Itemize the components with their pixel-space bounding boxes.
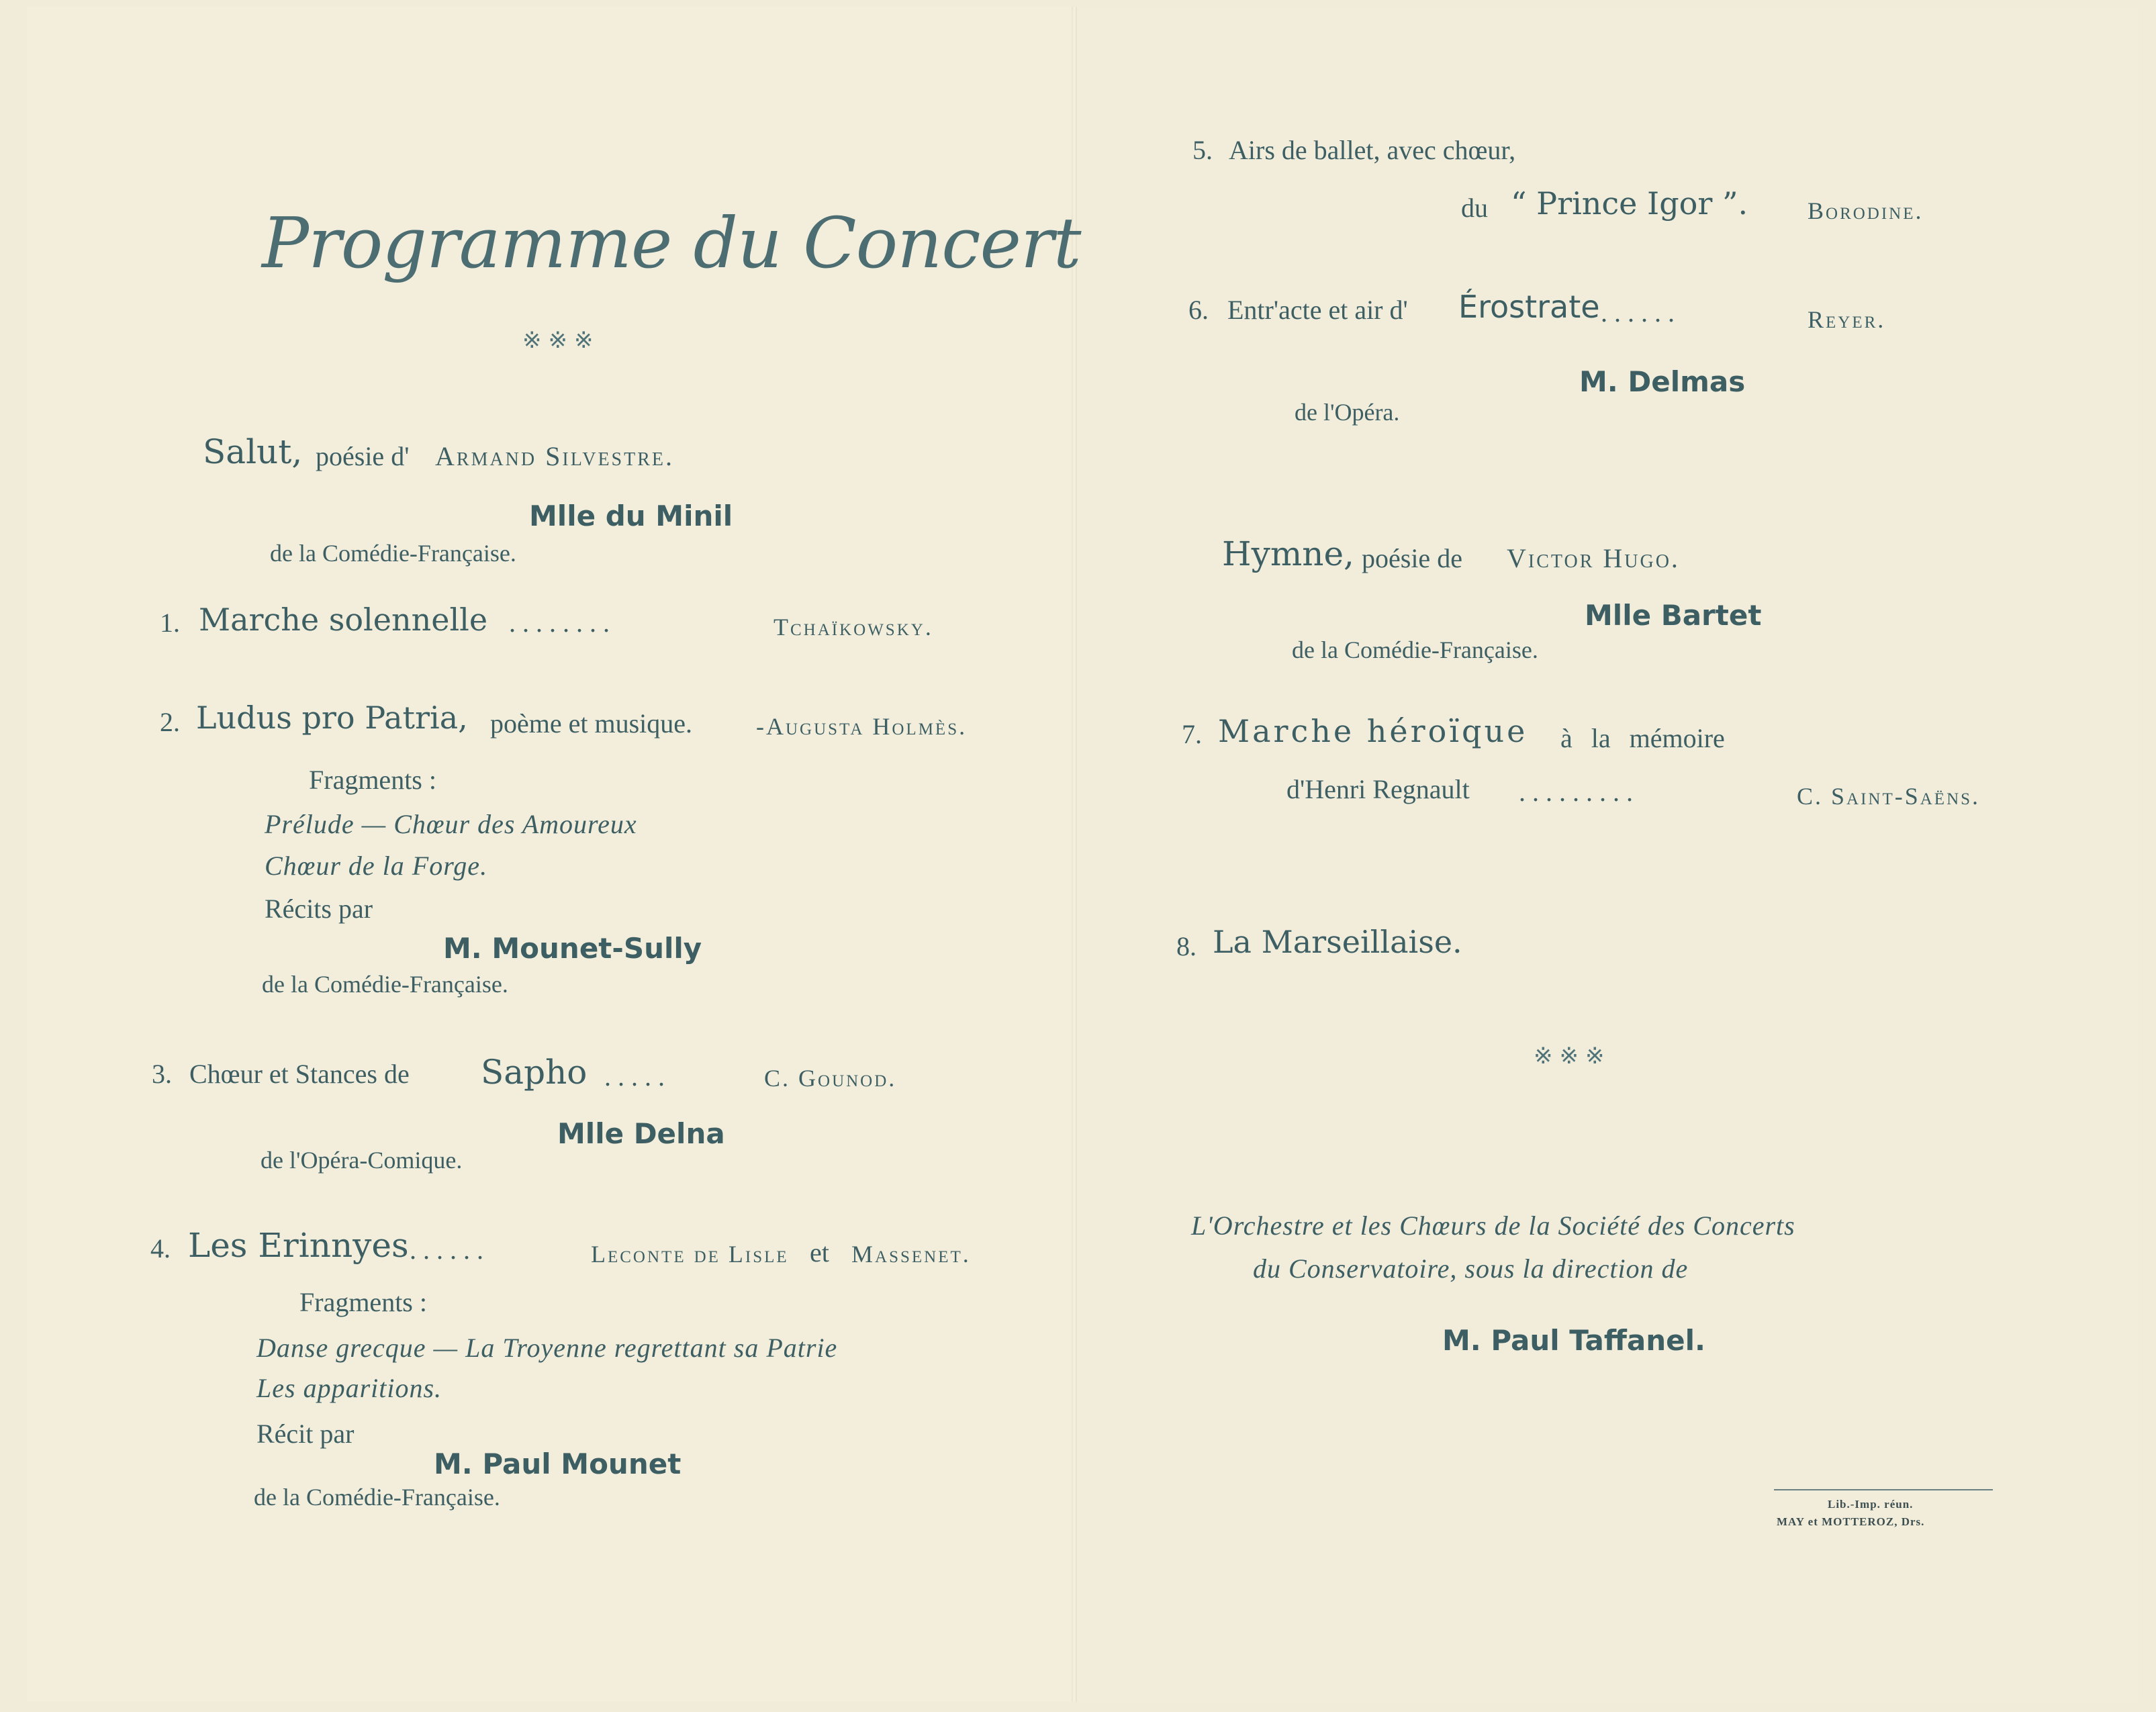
item-title: La Marseillaise. [1213, 924, 1462, 960]
leader-dots: . . . . . . [410, 1235, 483, 1265]
item-number: 5. [1192, 135, 1213, 165]
item-number: 4. [150, 1233, 171, 1264]
house-label: de la Comédie-Française. [262, 971, 508, 998]
fragments-label: Fragments : [299, 1287, 427, 1317]
item-number: 7. [1182, 719, 1202, 749]
fragment-line: Prélude — Chœur des Amoureux [265, 809, 637, 839]
item-du: du [1461, 193, 1488, 223]
item-title: Ludus pro Patria, [196, 700, 468, 736]
composer-name: C. Saint-Saëns. [1797, 783, 1981, 810]
item-desc: poème et musique. [490, 708, 693, 739]
fragment-line: Chœur de la Forge. [265, 851, 488, 881]
fragment-line: Les apparitions. [256, 1373, 442, 1403]
performer-paul-mounet: M. Paul Mounet [434, 1447, 682, 1480]
composer-name: Tchaïkowsky. [774, 614, 933, 640]
recit-label: Récit par [256, 1419, 355, 1449]
house-label: de l'Opéra. [1295, 399, 1400, 426]
performer-du-minil: Mlle du Minil [529, 500, 733, 532]
item-title: Érostrate [1458, 289, 1600, 325]
item-number: 2. [160, 707, 180, 737]
conductor-name: M. Paul Taffanel. [1442, 1324, 1705, 1357]
composer-name: Borodine. [1808, 197, 1924, 224]
printer-line: MAY et MOTTEROZ, Drs. [1777, 1515, 1925, 1528]
orchestra-line: L'Orchestre et les Chœurs de la Société des Concerts [1191, 1210, 1795, 1241]
composer-name: C. Gounod. [764, 1065, 897, 1092]
leader-dots: . . . . . . . . . [1519, 777, 1633, 807]
composer-name: Massenet. [851, 1241, 971, 1268]
salut-author: Armand Silvestre. [435, 441, 675, 471]
item-pre: Chœur et Stances de [189, 1059, 410, 1089]
leader-dots: . . . . . [604, 1061, 665, 1092]
item-number: 1. [160, 608, 180, 638]
house-label: de la Comédie-Française. [270, 540, 516, 567]
leader-dots: . . . . . . [1601, 297, 1675, 328]
hymne-desc: poésie de [1362, 543, 1462, 573]
fragment-line: Danse grecque — La Troyenne regrettant sa Patrie [256, 1333, 838, 1363]
fragments-label: Fragments : [309, 765, 436, 795]
item-title: Les Erinnyes [188, 1226, 409, 1265]
performer-delna: Mlle Delna [557, 1117, 725, 1150]
recit-label: Récits par [265, 894, 373, 924]
ornament-top: ※※※ [522, 327, 600, 354]
item-title: Marche héroïque [1218, 713, 1528, 749]
composer-name: -Augusta Holmès. [756, 713, 968, 740]
composer-joiner: et [810, 1237, 829, 1268]
item-number: 6. [1188, 295, 1209, 325]
right-page [1074, 7, 2139, 1702]
salut-title: Salut, [203, 432, 303, 471]
leader-dots: . . . . . . . . [509, 608, 610, 638]
item-pre: Entr'acte et air d' [1227, 295, 1408, 325]
hymne-author: Victor Hugo. [1507, 543, 1680, 573]
item-desc: à la mémoire [1560, 723, 1725, 753]
orchestra-line: du Conservatoire, sous la direction de [1253, 1253, 1689, 1284]
item-line: d'Henri Regnault [1286, 774, 1470, 804]
house-label: de la Comédie-Française. [254, 1484, 500, 1511]
printer-rule [1774, 1489, 1993, 1490]
performer-delmas: M. Delmas [1579, 365, 1746, 398]
salut-desc: poésie d' [316, 441, 410, 471]
printer-line: Lib.-Imp. réun. [1828, 1498, 1914, 1511]
item-number: 3. [152, 1059, 172, 1089]
program-title: Programme du Concert [262, 202, 1081, 284]
ornament-bottom: ※※※ [1534, 1043, 1611, 1069]
hymne-title: Hymne, [1222, 534, 1354, 573]
item-line: Airs de ballet, avec chœur, [1229, 135, 1516, 165]
item-number: 8. [1176, 931, 1197, 961]
item-title: Marche solennelle [199, 602, 488, 638]
house-label: de l'Opéra-Comique. [261, 1147, 463, 1174]
house-label: de la Comédie-Française. [1292, 636, 1538, 663]
item-title: “ Prince Igor ”. [1511, 185, 1748, 222]
performer-bartet: Mlle Bartet [1585, 599, 1762, 632]
composer-name: Reyer. [1808, 306, 1886, 333]
composer-name: Leconte de Lisle [591, 1241, 789, 1268]
item-title: Sapho [481, 1053, 588, 1092]
performer-mounet-sully: M. Mounet-Sully [443, 932, 702, 965]
